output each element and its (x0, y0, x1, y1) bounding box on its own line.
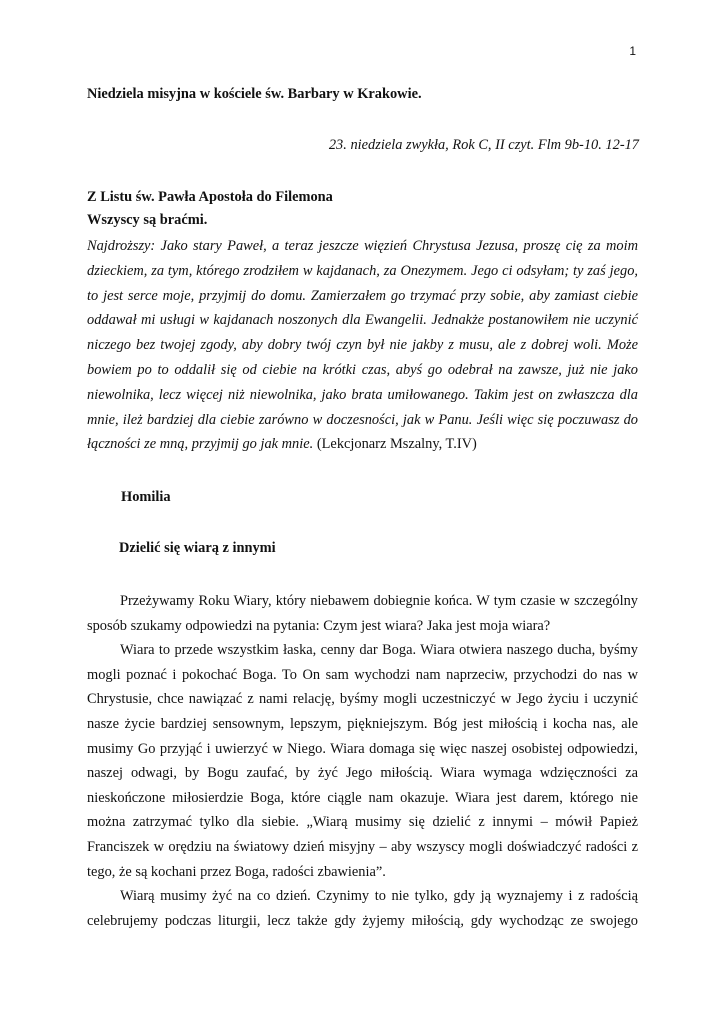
section-heading: Dzielić się wiarą z innymi (119, 540, 276, 556)
paragraph: Wiara to przede wszystkim łaska, cenny dar Boga. Wiara otwiera naszego ducha, byśmy mogli poznać i pokochać Boga. To On sam wychodzi nam naprzeciw, przychodzi do nas w Chrystusie, chce nawiązać z nami relację, byśmy mogli uczestniczyć w Jego życiu i uczynić nasze życie bardziej sensownym, lepszym, piękniejszym. Bóg jest miłością i kocha nas, ale musimy Go przyjąć i uwierzyć w Niego. Wiara domaga się więc naszej osobistej odpowiedzi, naszej odwagi, by Bogu zaufać, by żyć Jego miłością. Wiara wymaga wdzięczności za nieskończone miłosierdzie Boga, które ciągle nam okazuje. Wiara jest darem, którego nie można zatrzymać tylko dla siebie. „Wiarą musimy się dzielić z innymi – mówił Papież Franciszek w orędziu na światowy dzień misyjny – aby wszyscy mogli doświadczyć radości z tego, że są kochani przez Boga, radości zbawienia”. (87, 642, 638, 880)
reading-headings (87, 186, 333, 232)
homily-heading: Homilia (121, 489, 171, 505)
document-title: Niedziela misyjna w kościele św. Barbary w Krakowie. (87, 86, 422, 102)
reading-text: Najdroższy: Jako stary Paweł, a teraz jeszcze więzień Chrystusa Jezusa, proszę cię za moim dzieckiem, za tym, którego zrodziłem w kajdanach, za Onezymem. Jego ci odsyłam; ty zaś jego, to jest serce moje, przyjmij do domu. Zamierzałem go trzymać przy sobie, aby zamiast ciebie oddawał mi usługi w kajdanach noszonych dla Ewangelii. Jednakże postanowiłem nie uczynić niczego bez twojej zgody, aby dobry twój czyn był nie jakby z musu, ale z dobrej woli. Może bowiem po to oddalił się od ciebie na krótki czas, abyś go odebrał na zawsze, już nie jako niewolnika, lecz więcej niż niewolnika, jako brata umiłowanego. Takim jest on zwłaszcza dla mnie, ileż bardziej dla ciebie zarówno w doczesności, jak w Panu. Jeśli więc się poczuwasz do łączności ze mną, przyjmij go jak mnie. (87, 238, 638, 453)
reading-subheading: Wszyscy są braćmi. (87, 212, 208, 228)
paragraph: Wiarą musimy żyć na co dzień. Czynimy to nie tylko, gdy ją wyznajemy i z radością celebrujemy podczas liturgii, lecz także gdy żyjemy miłością, gdy wychodząc ze swojego (87, 888, 638, 929)
reading-passage (87, 234, 638, 457)
liturgical-reference: 23. niedziela zwykła, Rok C, II czyt. Flm 9b-10. 12-17 (328, 137, 639, 153)
paragraph: Przeżywamy Roku Wiary, który niebawem dobiegnie końca. W tym czasie w szczególny sposób szukamy odpowiedzi na pytania: Czym jest wiara? Jaka jest moja wiara? (87, 593, 638, 634)
reading-heading: Z Listu św. Pawła Apostoła do Filemona (87, 189, 333, 205)
reading-source: (Lekcjonarz Mszalny, T.IV) (316, 436, 477, 453)
page-number: 1 (629, 44, 636, 58)
homily-body (87, 589, 638, 933)
